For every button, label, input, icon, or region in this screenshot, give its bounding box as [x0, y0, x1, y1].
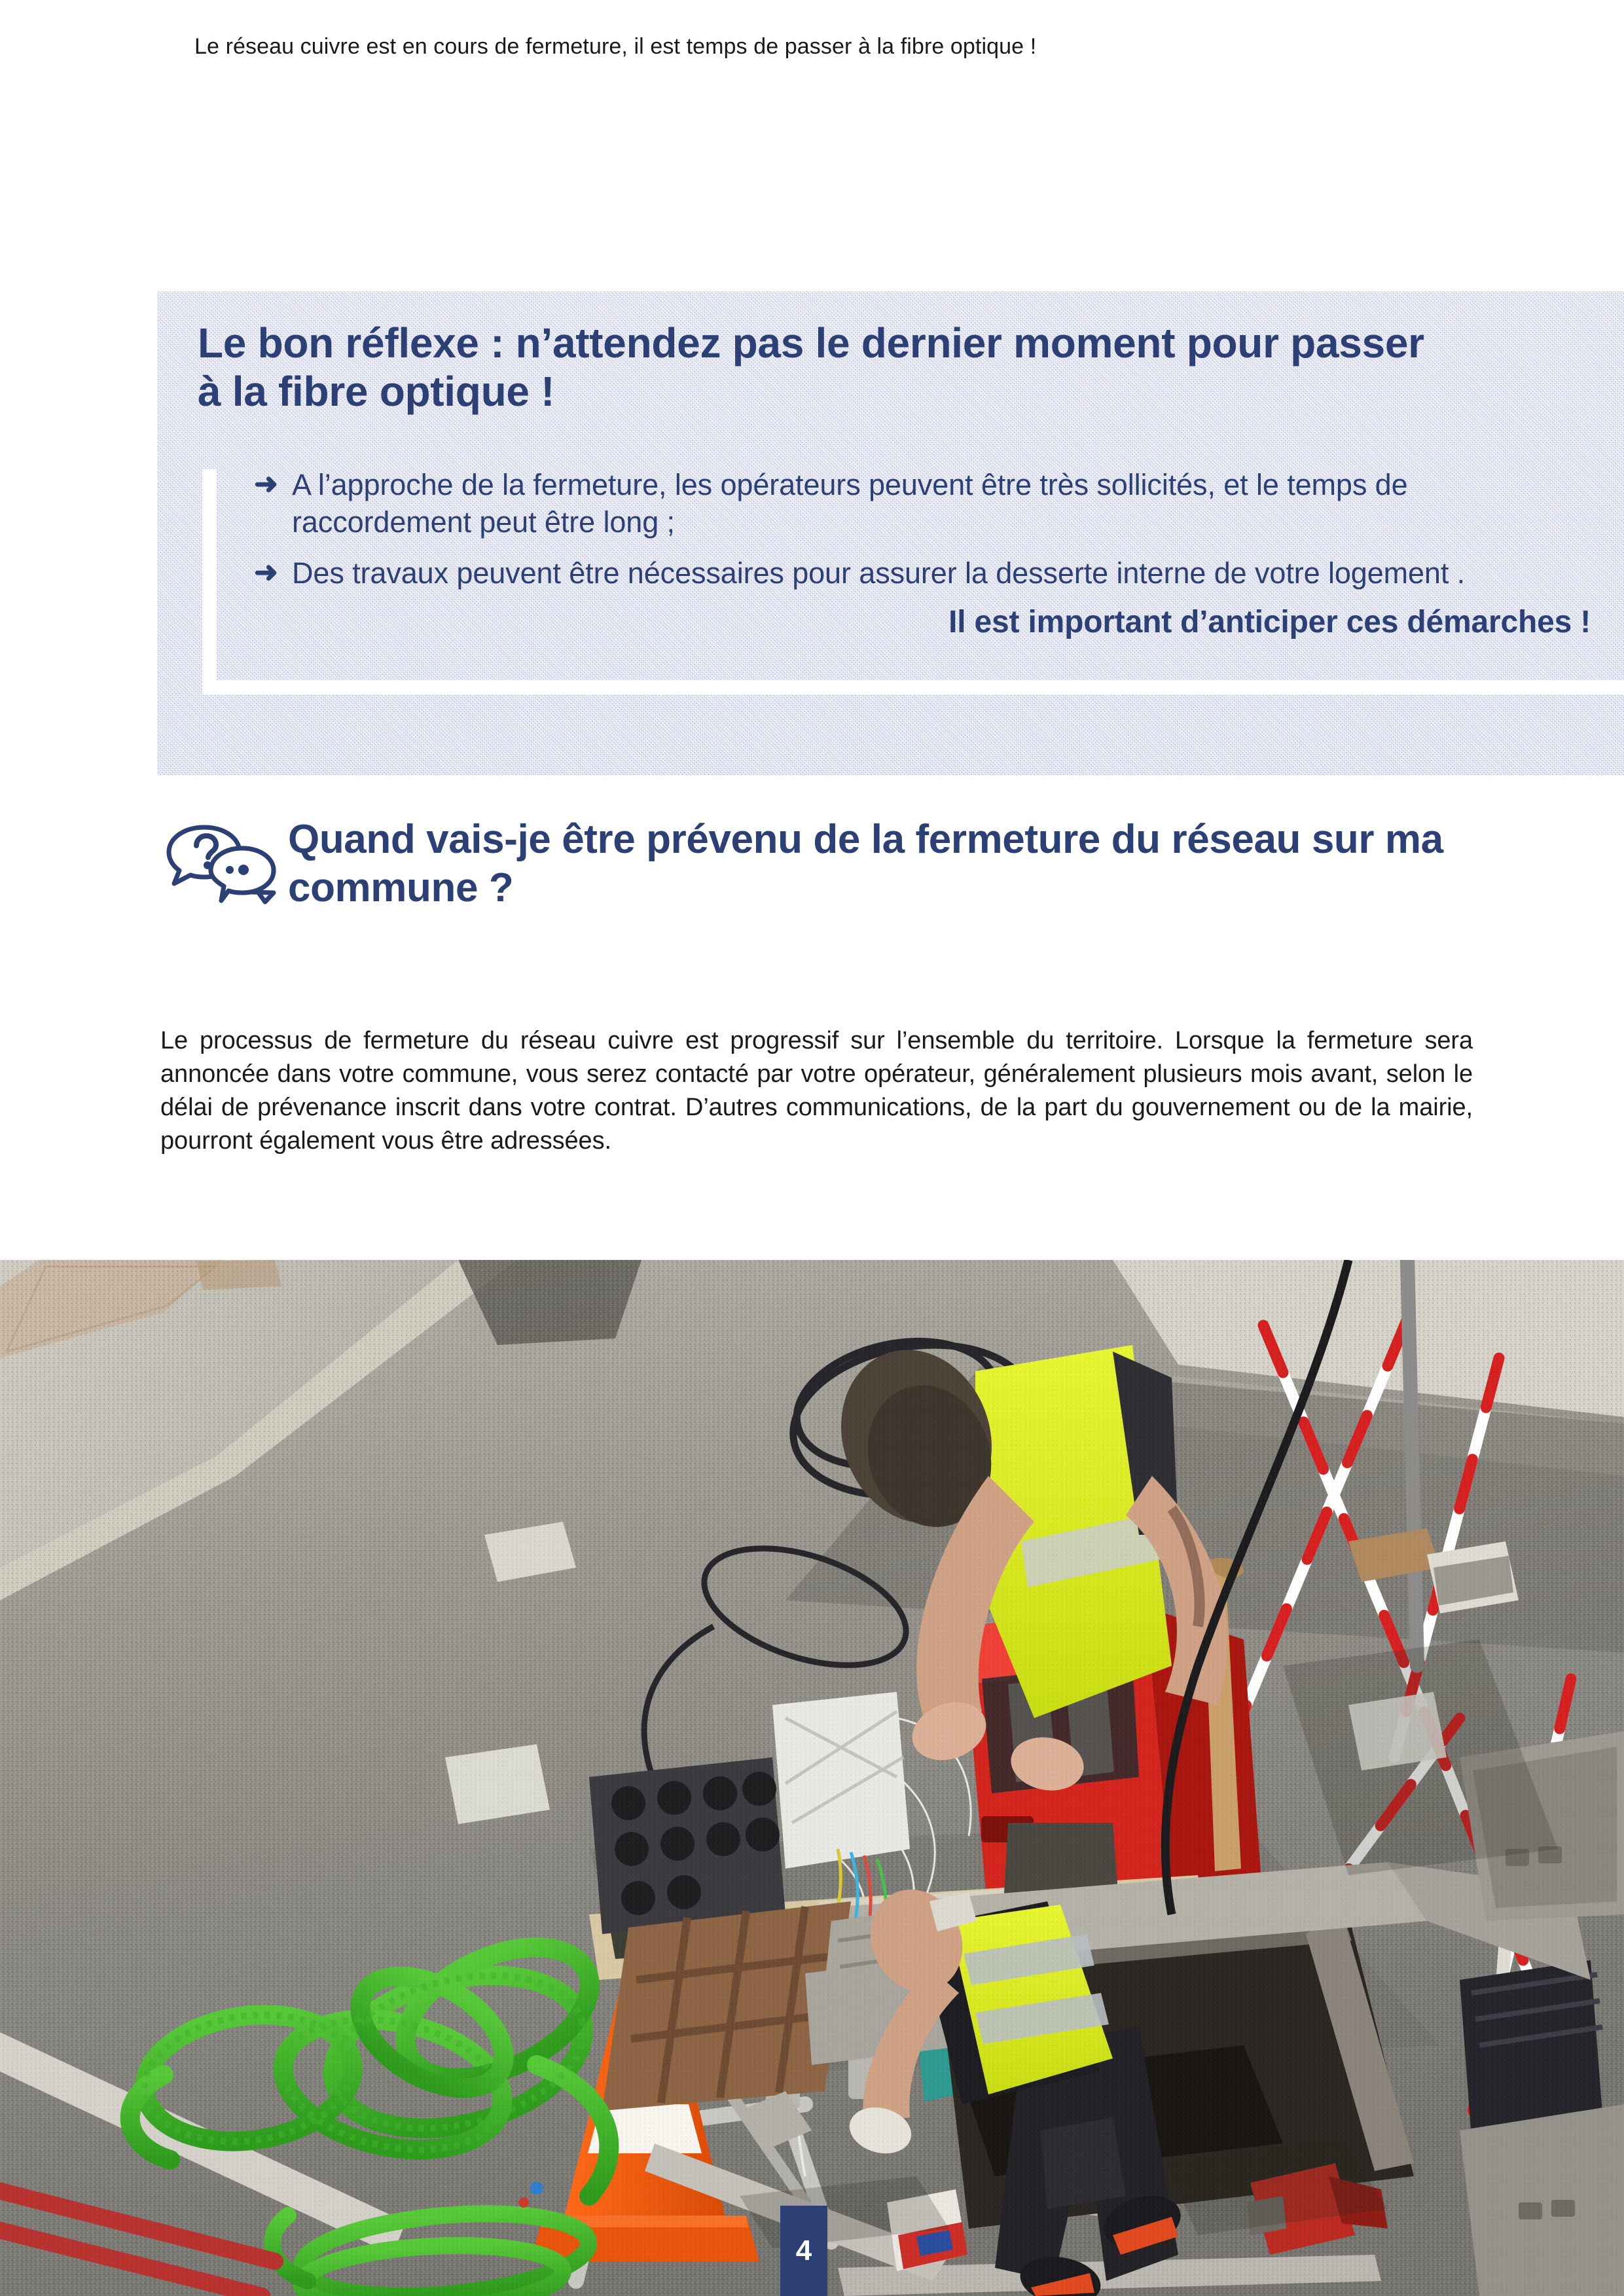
callout-bracket-horizontal	[202, 680, 1624, 694]
arrow-right-icon: ➜	[254, 468, 278, 500]
list-item-label: A l’approche de la fermeture, les opérateurs peuvent être très sollicités, et le temps de raccordement peut être long ;	[292, 468, 1408, 539]
callout-closing-statement: Il est important d’anticiper ces démarches !	[948, 605, 1591, 639]
page-title: Quand vais-je être prévenu de la fermeture du réseau sur ma commune ?	[288, 817, 1443, 911]
list-item	[254, 555, 1485, 592]
page-number-badge: 4	[780, 2206, 827, 2296]
callout-bullet-list	[254, 467, 1485, 607]
callout-title: Le bon réflexe : n’attendez pas le dernier moment pour passer à la fibre optique !	[198, 319, 1424, 416]
arrow-right-icon: ➜	[254, 556, 278, 589]
list-item-label: Des travaux peuvent être nécessaires pour assurer la desserte interne de votre logement .	[292, 556, 1466, 590]
body-paragraph: Le processus de fermeture du réseau cuivre est progressif sur l’ensemble du territoire. Lorsque la fermeture sera annoncée dans votre commune, vous serez contacté par votre opérateur, généralement plusieurs mois avant, selon le délai de prévenance inscrit dans votre contrat. D’autres communications, de la part du gouvernement ou de la mairie, pourront également vous être adressées.	[160, 1027, 1473, 1155]
callout-bracket-vertical	[202, 469, 217, 680]
speech-bubbles-question-icon	[164, 822, 288, 907]
list-item	[254, 467, 1485, 541]
photo-fibre-installation	[0, 1260, 1624, 2296]
running-header: Le réseau cuivre est en cours de fermeture, il est temps de passer à la fibre optique !	[194, 34, 1037, 59]
callout-box	[157, 291, 1624, 776]
